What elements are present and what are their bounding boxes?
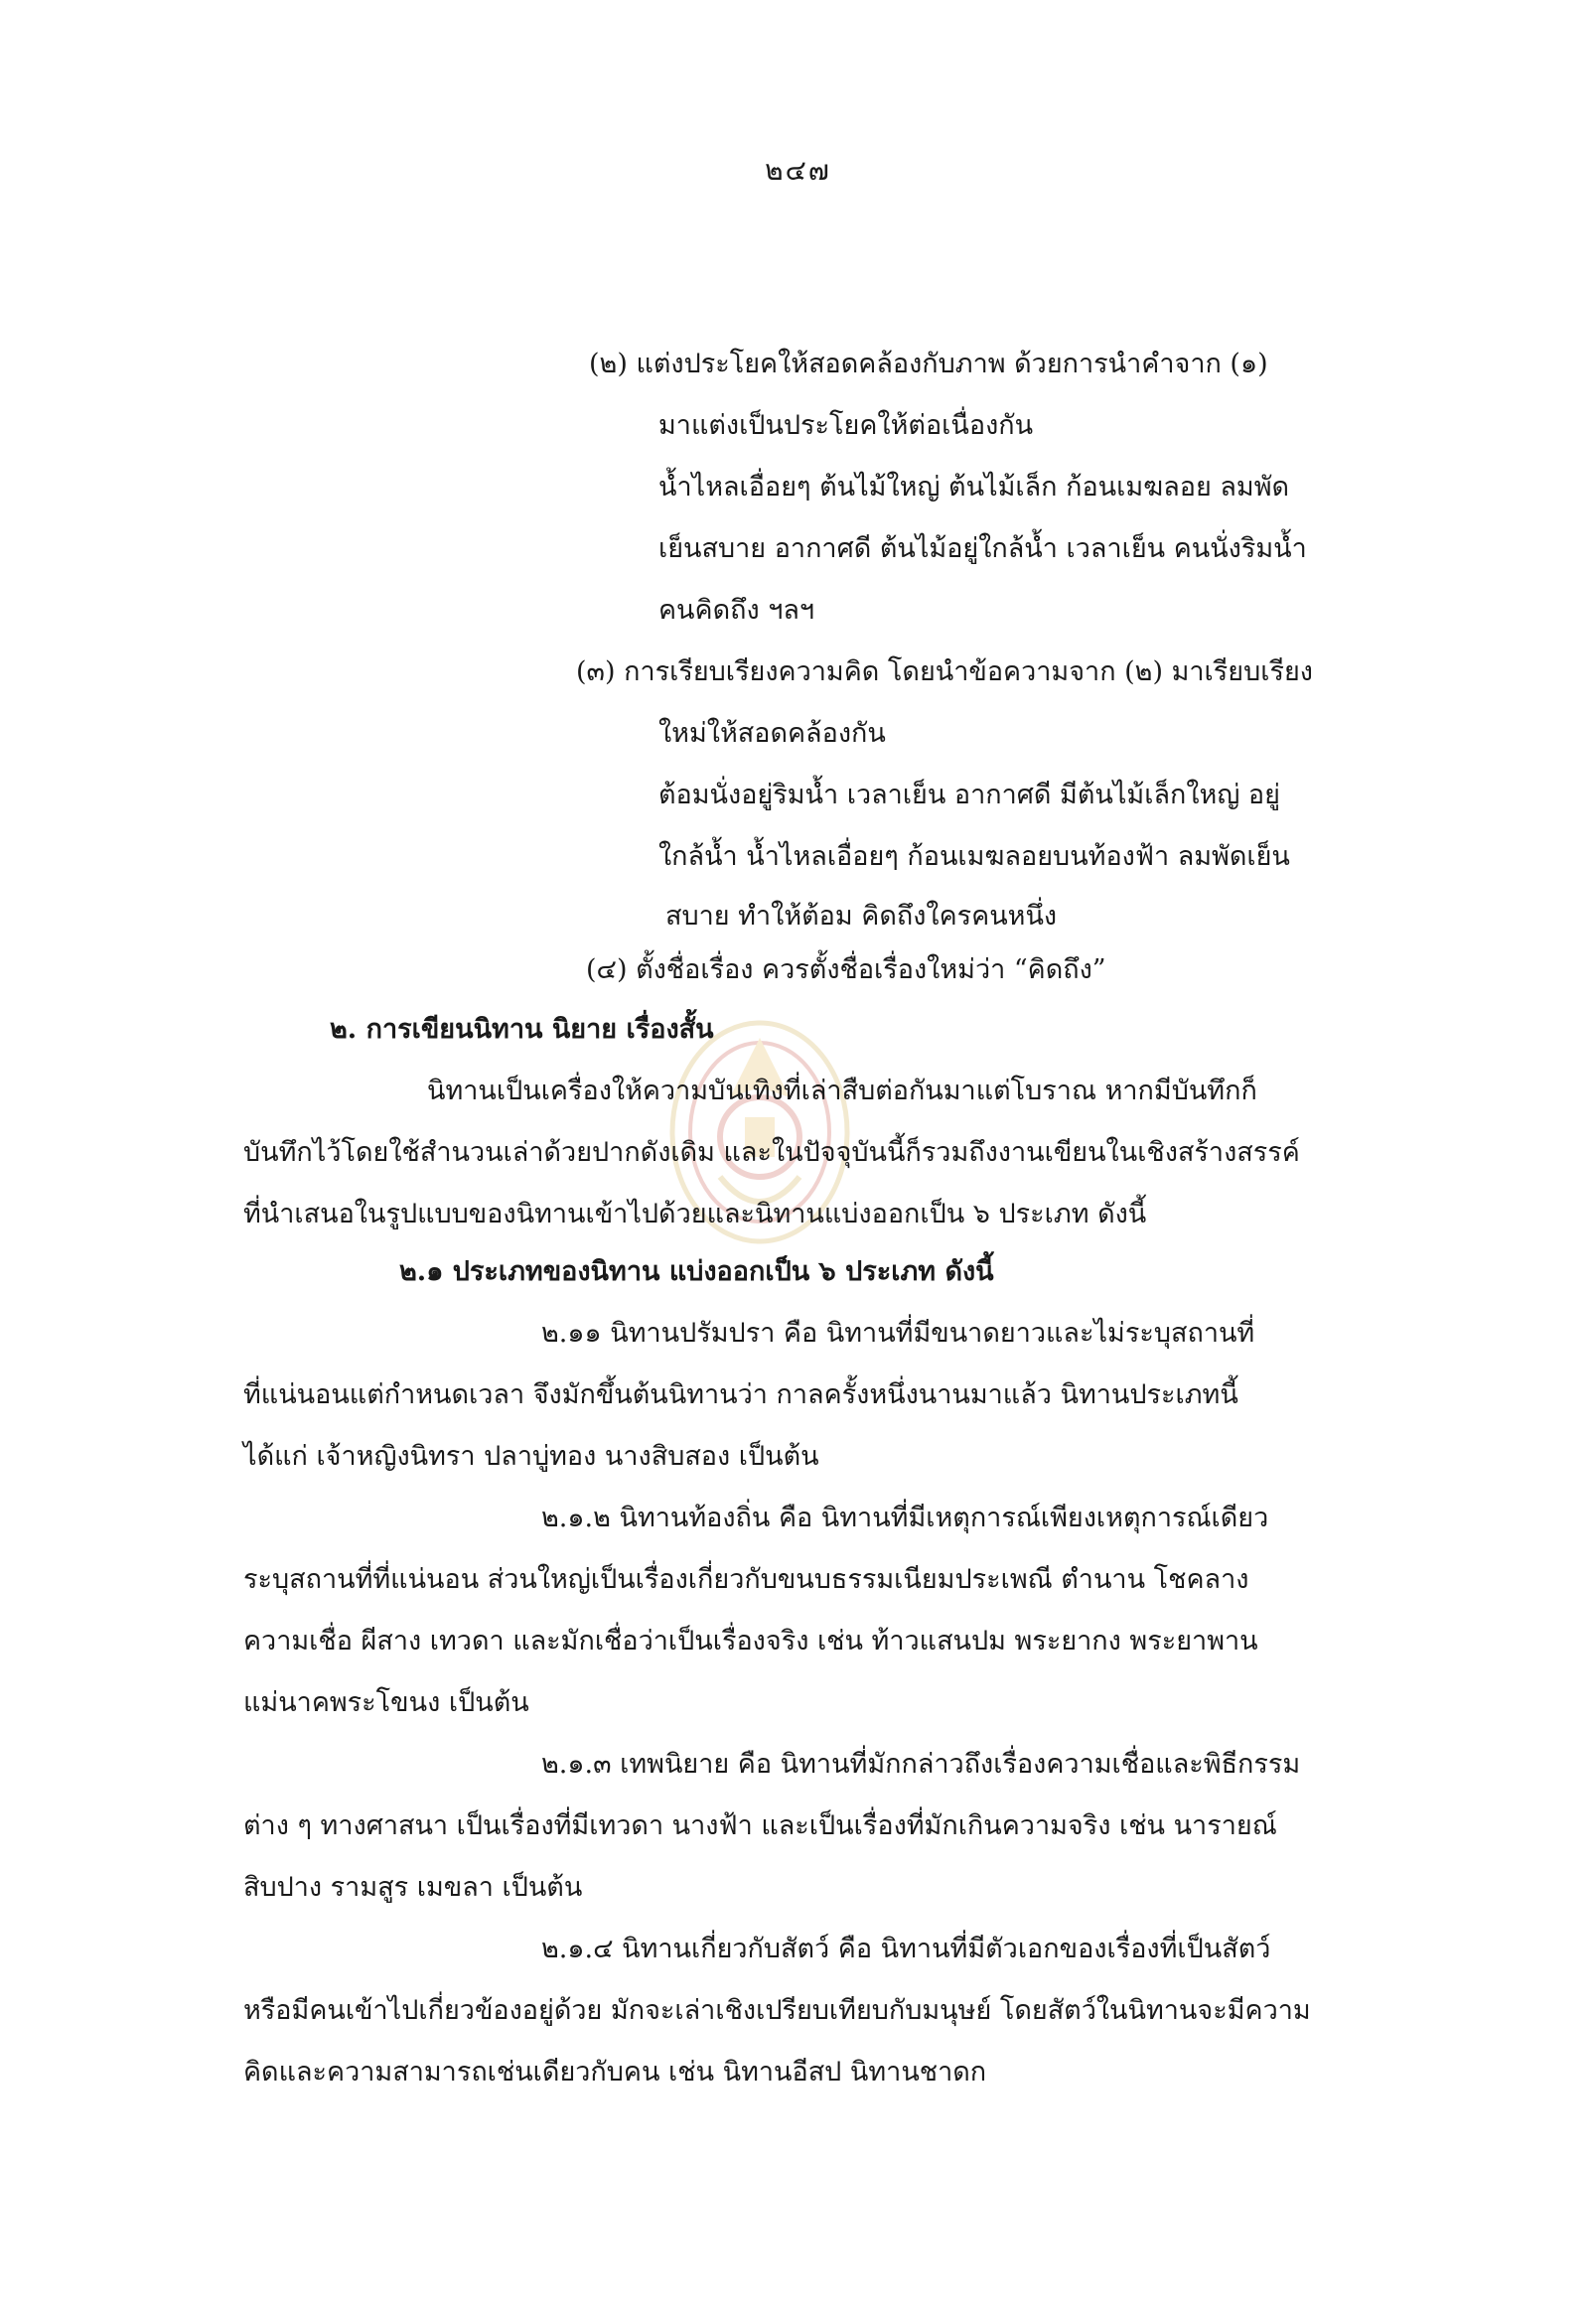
list-item-2-line1: (๒) แต่งประโยคให้สอดคล้องกับภาพ ด้วยการนำคำจาก (๑) — [589, 349, 1268, 379]
type-paragraph-line: สิบปาง รามสูร เมขลา เป็นต้น — [243, 1872, 583, 1903]
type-paragraph-line: ๒.๑.๒ นิทานท้องถิ่น คือ นิทานที่มีเหตุการณ์เพียงเหตุการณ์เดียว — [541, 1503, 1269, 1533]
list-item-2-example1: น้ำไหลเอื่อยๆ ต้นไม้ใหญ่ ต้นไม้เล็ก ก้อนเมฆลอย ลมพัด — [658, 472, 1290, 503]
type-paragraph-line: แม่นาคพระโขนง เป็นต้น — [243, 1687, 529, 1718]
list-item-2-line2: มาแต่งเป็นประโยคให้ต่อเนื่องกัน — [658, 410, 1034, 441]
sub-heading: ๒.๑ ประเภทของนิทาน แบ่งออกเป็น ๖ ประเภท ดังนี้ — [399, 1256, 994, 1287]
list-item-2-example3: คนคิดถึง ฯลฯ — [658, 595, 815, 626]
list-item-3-example2: ใกล้น้ำ น้ำไหลเอื่อยๆ ก้อนเมฆลอยบนท้องฟ้า ลมพัดเย็น — [658, 841, 1290, 872]
type-paragraph-line: ที่แน่นอนแต่กำหนดเวลา จึงมักขึ้นต้นนิทานว่า กาลครั้งหนึ่งนานมาแล้ว นิทานประเภทนี้ — [243, 1379, 1238, 1410]
list-item-3-line1: (๓) การเรียบเรียงความคิด โดยนำข้อความจาก (๒) มาเรียบเรียง — [576, 656, 1313, 687]
type-paragraph-line: ต่าง ๆ ทางศาสนา เป็นเรื่องที่มีเทวดา นางฟ้า และเป็นเรื่องที่มักเกินความจริง เช่น นารายณ์ — [243, 1810, 1277, 1841]
type-paragraph-line: ๒.๑๑ นิทานปรัมปรา คือ นิทานที่มีขนาดยาวและไม่ระบุสถานที่ — [541, 1318, 1255, 1349]
list-item-3-example1: ต้อมนั่งอยู่ริมน้ำ เวลาเย็น อากาศดี มีต้นไม้เล็กใหญ่ อยู่ — [658, 780, 1280, 810]
list-item-4-line1: (๔) ตั้งชื่อเรื่อง ควรตั้งชื่อเรื่องใหม่ว่า “คิดถึง” — [586, 954, 1106, 985]
paragraph-line: ที่นำเสนอในรูปแบบของนิทานเข้าไปด้วยและนิทานแบ่งออกเป็น ๖ ประเภท ดังนี้ — [243, 1199, 1147, 1229]
type-paragraph-line: ความเชื่อ ผีสาง เทวดา และมักเชื่อว่าเป็นเรื่องจริง เช่น ท้าวแสนปม พระยากง พระยาพาน — [243, 1626, 1258, 1656]
type-paragraph-line: ๒.๑.๓ เทพนิยาย คือ นิทานที่มักกล่าวถึงเรื่องความเชื่อและพิธีกรรม — [541, 1749, 1301, 1780]
list-item-3-example3: สบาย ทำให้ต้อม คิดถึงใครคนหนึ่ง — [665, 901, 1058, 932]
type-paragraph-line: ระบุสถานที่ที่แน่นอน ส่วนใหญ่เป็นเรื่องเกี่ยวกับขนบธรรมเนียมประเพณี ตำนาน โชคลาง — [243, 1564, 1249, 1595]
paragraph-line: บันทึกไว้โดยใช้สำนวนเล่าด้วยปากดังเดิม และในปัจจุบันนี้ก็รวมถึงงานเขียนในเชิงสร้างสรรค์ — [243, 1137, 1300, 1168]
section-heading: ๒. การเขียนนิทาน นิยาย เรื่องสั้น — [330, 1014, 714, 1045]
list-item-2-example2: เย็นสบาย อากาศดี ต้นไม้อยู่ใกล้น้ำ เวลาเย็น คนนั่งริมน้ำ — [658, 533, 1307, 564]
type-paragraph-line: คิดและความสามารถเช่นเดียวกับคน เช่น นิทานอีสป นิทานชาดก — [243, 2057, 987, 2087]
page-number: ๒๔๗ — [765, 154, 831, 187]
type-paragraph-line: ๒.๑.๔ นิทานเกี่ยวกับสัตว์ คือ นิทานที่มีตัวเอกของเรื่องที่เป็นสัตว์ — [541, 1934, 1271, 1964]
type-paragraph-line: ได้แก่ เจ้าหญิงนิทรา ปลาบู่ทอง นางสิบสอง เป็นต้น — [243, 1441, 819, 1472]
type-paragraph-line: หรือมีคนเข้าไปเกี่ยวข้องอยู่ด้วย มักจะเล่าเชิงเปรียบเทียบกับมนุษย์ โดยสัตว์ในนิทานจะมีความ — [243, 1995, 1311, 2026]
list-item-3-line2: ใหม่ให้สอดคล้องกัน — [658, 718, 886, 749]
paragraph-line: นิทานเป็นเครื่องให้ความบันเทิงที่เล่าสืบต่อกันมาแต่โบราณ หากมีบันทึกก็ — [427, 1076, 1257, 1106]
